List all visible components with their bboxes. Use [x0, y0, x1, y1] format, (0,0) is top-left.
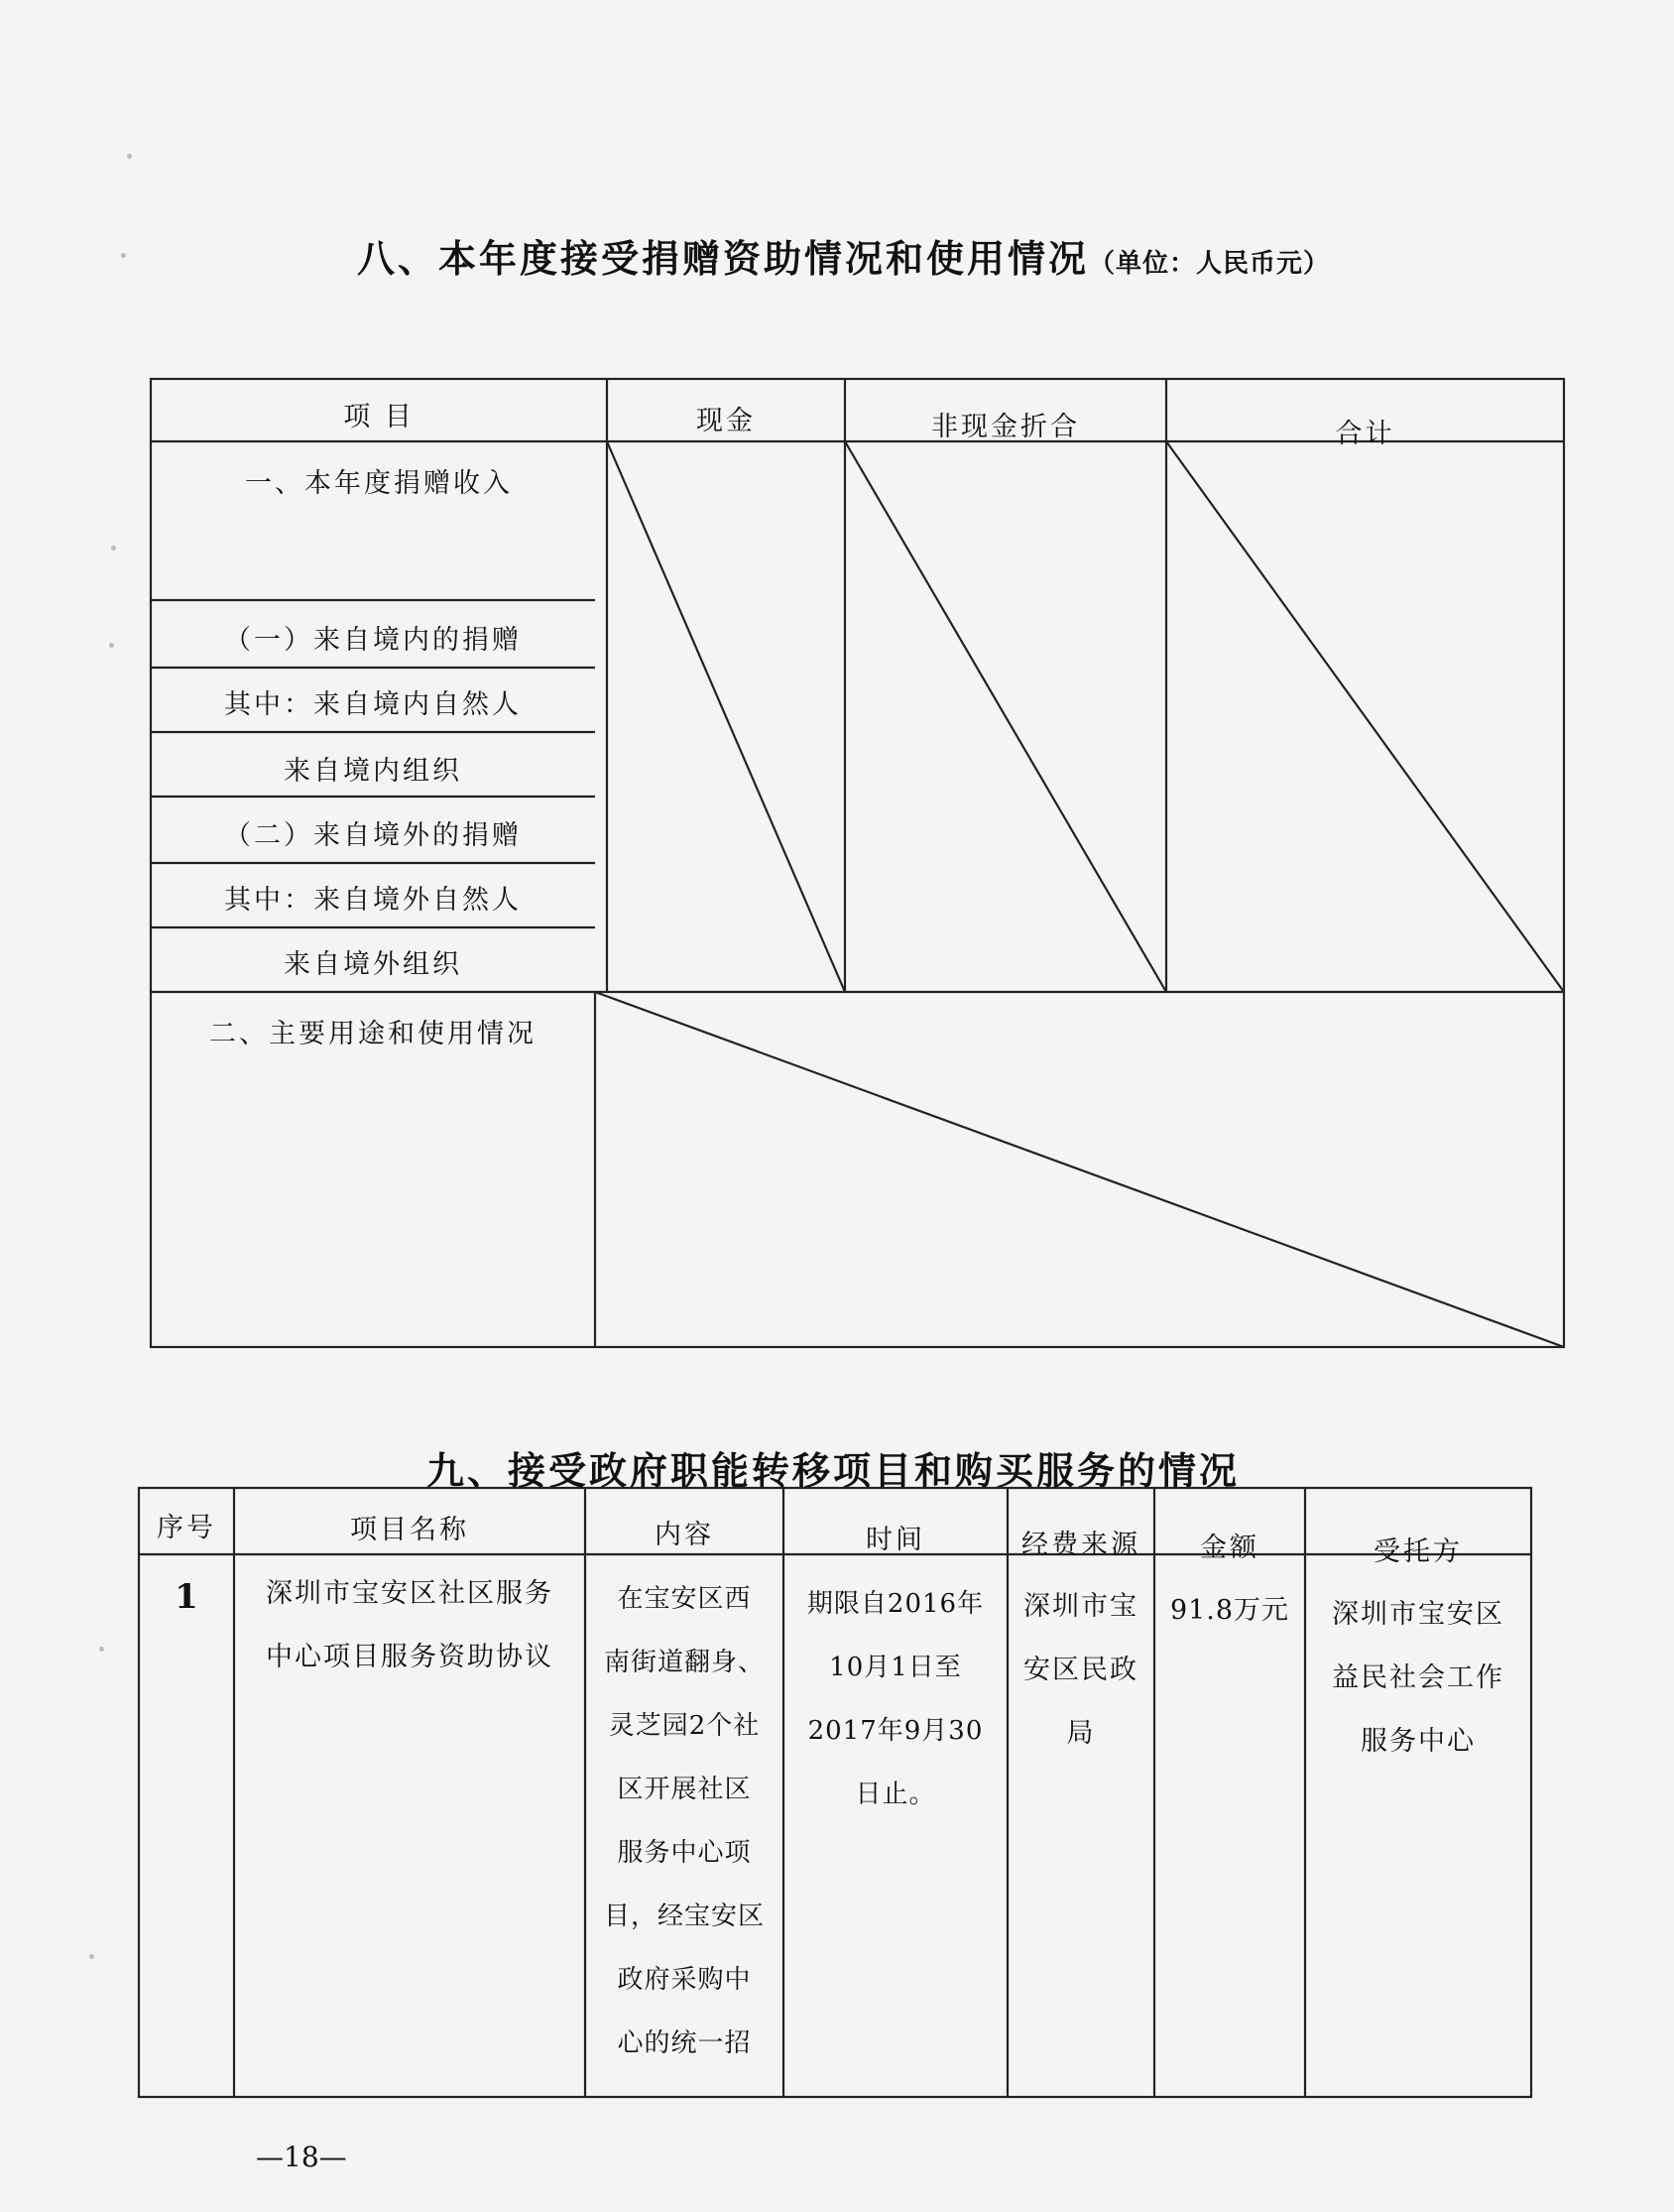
header-trustee: 受托方: [1374, 1536, 1463, 1567]
header-cash: 现金: [696, 406, 756, 436]
row-label: 来自境外组织: [284, 949, 462, 980]
row-label: 其中：来自境内自然人: [224, 689, 522, 720]
header-project-name: 项目名称: [350, 1515, 469, 1545]
header-time: 时间: [866, 1525, 925, 1555]
header-index: 序号: [157, 1513, 216, 1543]
amount-cell: 91.8万元: [1169, 1595, 1290, 1626]
header-noncash: 非现金折合: [931, 412, 1080, 442]
header-item: 项 目: [343, 402, 415, 432]
header-funding-source: 经费来源: [1021, 1530, 1140, 1560]
row-label: 一、本年度捐赠收入: [245, 468, 513, 499]
time-cell: 期限自2016年 10月1日至 2017年9月30 日止。: [806, 1589, 985, 1809]
trustee-cell: 深圳市宝安区 益民社会工作 服务中心: [1332, 1599, 1504, 1757]
row-label: 二、主要用途和使用情况: [209, 1019, 537, 1049]
header-amount: 金额: [1200, 1533, 1259, 1563]
header-total: 合计: [1335, 419, 1395, 449]
row-label: 其中：来自境外自然人: [224, 885, 522, 916]
section9-title: 九、接受政府职能转移项目和购买服务的情况: [425, 1449, 1240, 1493]
content-cell: 在宝安区西 南街道翻身、 灵芝园2个社 区开展社区 服务中心项 目，经宝安区 政府采购中 心的统一招: [603, 1584, 765, 2058]
section8-title: 八、本年度接受捐赠资助情况和使用情况（单位：人民币元）: [357, 237, 1331, 281]
funding-source-cell: 深圳市宝 安区民政 局: [1023, 1591, 1138, 1749]
row-label: （一）来自境内的捐赠: [224, 625, 522, 656]
row-label: （二）来自境外的捐赠: [224, 820, 522, 851]
page-number: —18—: [256, 2141, 347, 2173]
section8-unit: （单位：人民币元）: [1089, 249, 1331, 279]
row-label: 来自境内组织: [284, 756, 462, 787]
project-name-cell: 深圳市宝安区社区服务 中心项目服务资助协议: [266, 1578, 553, 1672]
row-index: 1: [175, 1577, 198, 1617]
header-content: 内容: [655, 1520, 714, 1550]
